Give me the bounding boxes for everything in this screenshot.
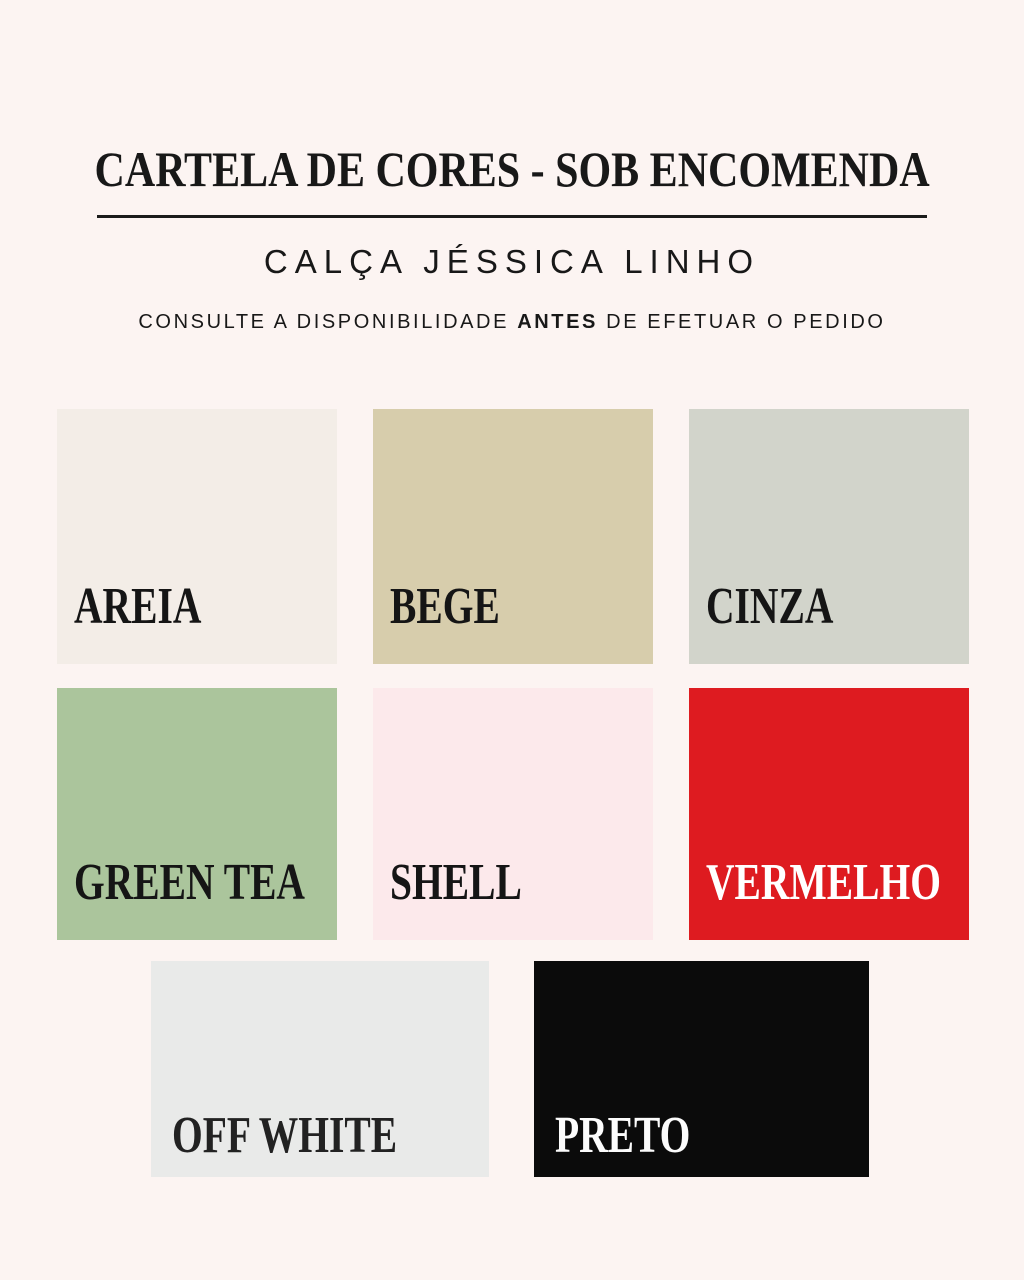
- swatch-bege: [373, 409, 653, 664]
- availability-notice-before: CONSULTE A DISPONIBILIDADE: [138, 311, 518, 333]
- page-title: [0, 138, 1024, 200]
- swatch-label-bege: BEGE: [390, 578, 500, 635]
- swatch-label-preto: PRETO: [555, 1107, 691, 1164]
- swatch-cinza: [689, 409, 969, 664]
- availability-notice: [0, 302, 1024, 342]
- availability-notice-after: DE EFETUAR O PEDIDO: [598, 311, 886, 333]
- swatch-green-tea: [57, 688, 337, 940]
- swatch-vermelho: [689, 688, 969, 940]
- product-name: CALÇA JÉSSICA LINHO: [263, 243, 761, 280]
- swatch-shell: [373, 688, 653, 940]
- title-underline: [97, 215, 927, 218]
- swatch-label-vermelho: VERMELHO: [706, 854, 941, 911]
- swatch-label-shell: SHELL: [390, 854, 522, 911]
- swatch-label-cinza: CINZA: [706, 578, 834, 635]
- swatch-label-areia: AREIA: [74, 578, 202, 635]
- swatch-areia: [57, 409, 337, 664]
- swatch-label-green-tea: GREEN TEA: [74, 854, 305, 911]
- swatch-preto: [534, 961, 869, 1177]
- page-title-text: CARTELA DE CORES - SOB ENCOMENDA: [94, 141, 930, 197]
- availability-notice-emphasis: ANTES: [517, 311, 598, 333]
- swatch-off-white: [151, 961, 489, 1177]
- swatch-label-off-white: OFF WHITE: [172, 1107, 398, 1164]
